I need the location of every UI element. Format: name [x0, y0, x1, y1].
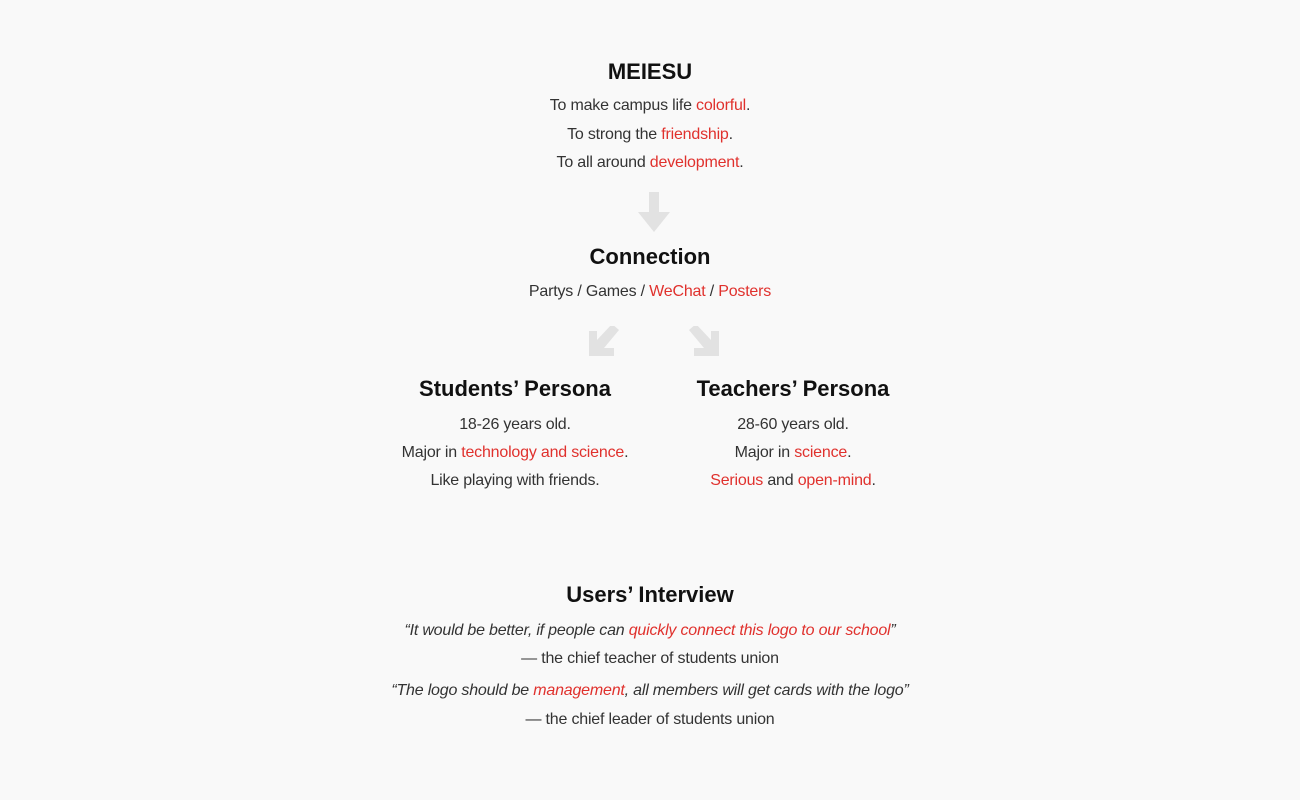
- highlight-serious: Serious: [710, 472, 764, 489]
- interview-attribution-1: — the chief teacher of students union: [521, 650, 779, 667]
- highlight-major: science: [794, 444, 848, 461]
- arrow-down-icon: [636, 192, 672, 234]
- line-text: .: [728, 126, 733, 143]
- line-text: Major in: [734, 444, 795, 461]
- students-trait: Like playing with friends.: [430, 472, 600, 489]
- interview-title: Users’ Interview: [566, 582, 734, 607]
- quote-highlight: quickly connect this logo to our school: [628, 622, 891, 639]
- line-text: .: [847, 444, 852, 461]
- meiesu-line-1: [0, 96, 1300, 116]
- separator: /: [705, 283, 719, 300]
- highlight-major: technology and science: [461, 444, 625, 461]
- highlight-open-mind: open-mind: [797, 472, 872, 489]
- students-age: 18-26 years old.: [459, 416, 571, 433]
- separator: /: [573, 283, 586, 300]
- line-text: To all around: [556, 154, 650, 171]
- meiesu-title: MEIESU: [607, 59, 693, 84]
- item-posters: Posters: [718, 283, 772, 300]
- teachers-persona-title: Teachers’ Persona: [696, 376, 890, 401]
- quote-text: ”: [890, 622, 896, 639]
- highlight-colorful: colorful: [696, 97, 747, 114]
- quote-text: “The logo should be: [391, 682, 534, 699]
- teachers-major: [653, 443, 933, 463]
- item-wechat: WeChat: [649, 283, 706, 300]
- quote-highlight: management: [533, 682, 625, 699]
- arrow-down-left-icon: [586, 326, 622, 360]
- line-text: Major in: [401, 444, 462, 461]
- line-text: To make campus life: [549, 97, 697, 114]
- line-text: .: [739, 154, 744, 171]
- students-major: [375, 443, 655, 463]
- line-text: .: [871, 472, 876, 489]
- item-partys: Partys: [528, 283, 574, 300]
- highlight-friendship: friendship: [661, 126, 729, 143]
- students-persona-title: Students’ Persona: [419, 376, 611, 401]
- interview-quote-1: [0, 621, 1300, 641]
- connection-title: Connection: [589, 244, 711, 269]
- quote-text: , all members will get cards with the logo”: [624, 682, 909, 699]
- meiesu-line-2: [0, 125, 1300, 145]
- teachers-age: 28-60 years old.: [737, 416, 849, 433]
- interview-quote-2: [0, 681, 1300, 701]
- connection-items: [0, 282, 1300, 302]
- item-games: Games: [585, 283, 637, 300]
- line-text: and: [763, 472, 798, 489]
- interview-attribution-2: — the chief leader of students union: [525, 711, 775, 728]
- line-text: To strong the: [567, 126, 662, 143]
- arrow-down-right-icon: [686, 326, 722, 360]
- highlight-development: development: [649, 154, 740, 171]
- line-text: .: [624, 444, 629, 461]
- quote-text: “It would be better, if people can: [404, 622, 629, 639]
- teachers-trait: [653, 471, 933, 491]
- meiesu-line-3: [0, 153, 1300, 173]
- line-text: .: [746, 97, 751, 114]
- separator: /: [636, 283, 650, 300]
